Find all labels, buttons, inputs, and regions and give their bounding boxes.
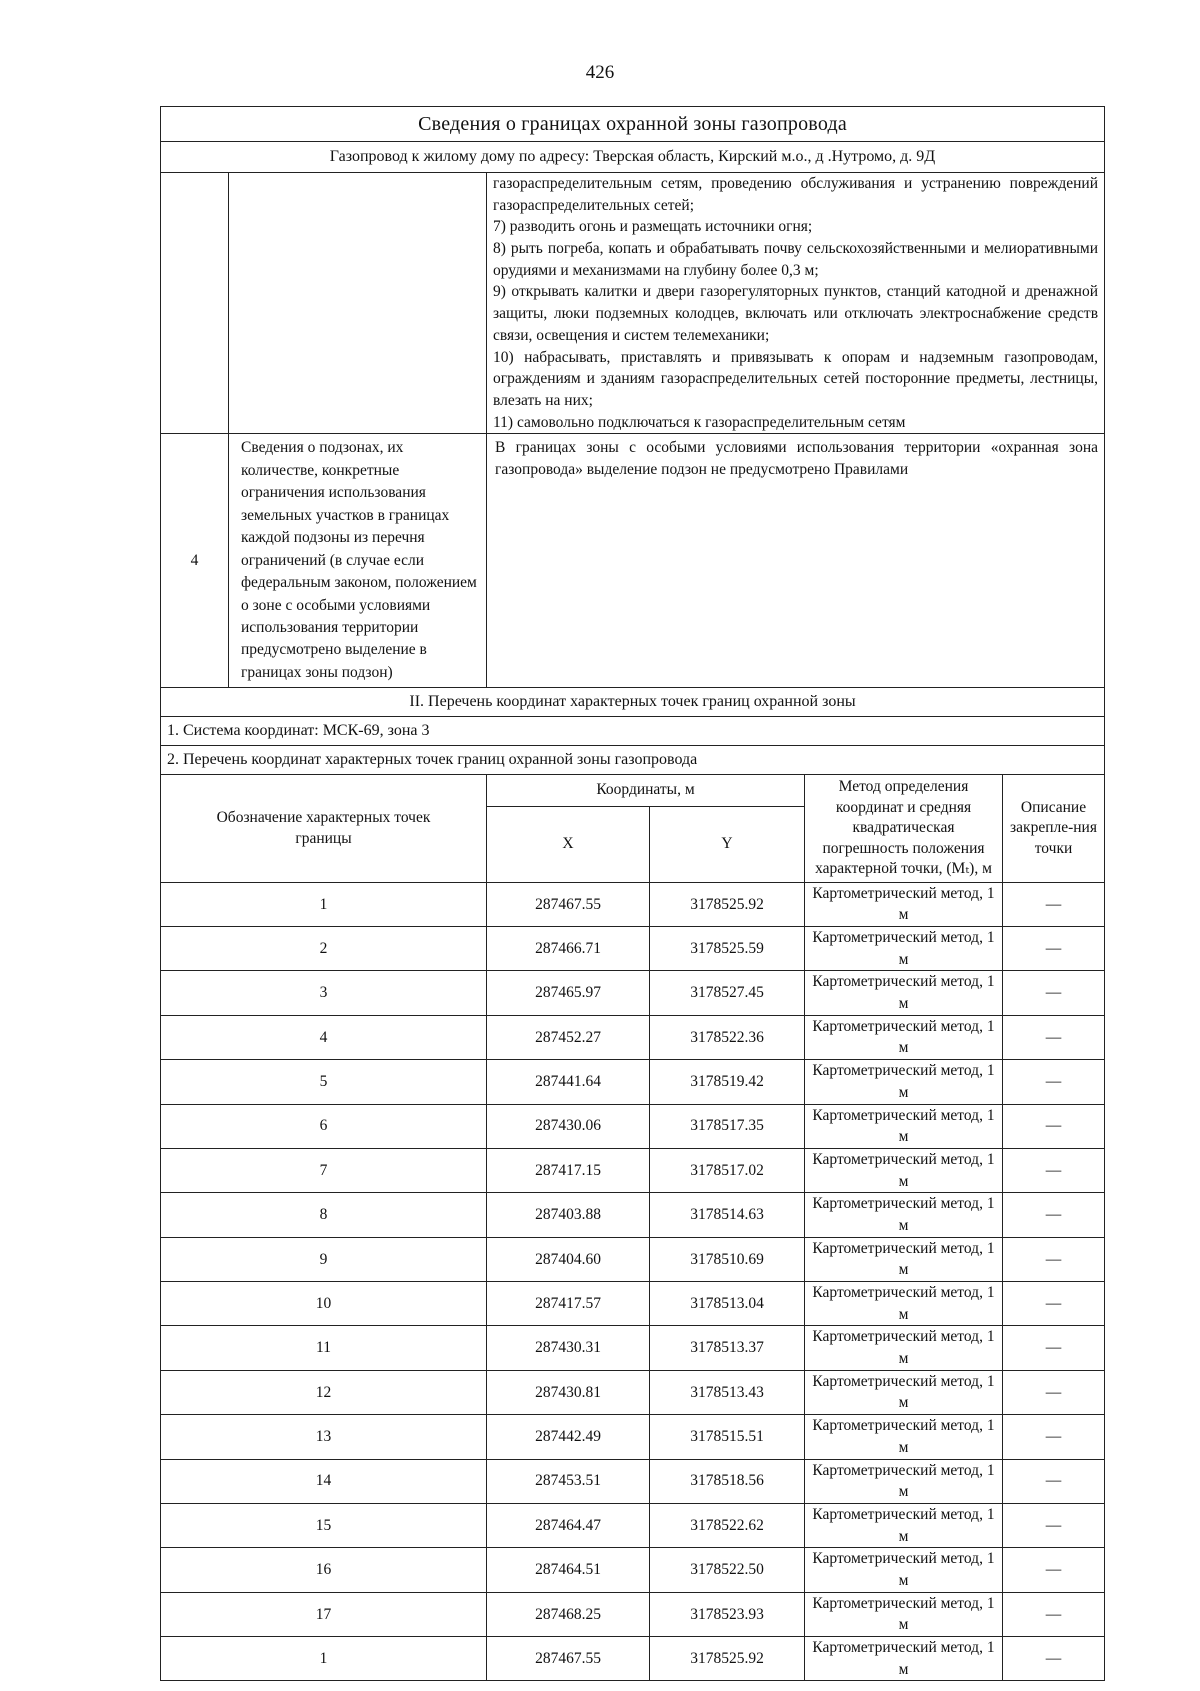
table-row bbox=[161, 882, 1105, 926]
table-row bbox=[161, 1015, 1105, 1059]
x-coordinate: 287430.31 bbox=[487, 1326, 650, 1370]
y-coordinate: 3178513.37 bbox=[650, 1326, 805, 1370]
point-label: 13 bbox=[161, 1415, 487, 1459]
table-row bbox=[161, 1282, 1105, 1326]
point-label: 8 bbox=[161, 1193, 487, 1237]
method-cell: Картометрический метод, 1 м bbox=[805, 1148, 1003, 1192]
y-coordinate: 3178518.56 bbox=[650, 1459, 805, 1503]
method-cell: Картометрический метод, 1 м bbox=[805, 1503, 1003, 1547]
method-cell: Картометрический метод, 1 м bbox=[805, 1282, 1003, 1326]
table-row bbox=[161, 971, 1105, 1015]
description-cell: — bbox=[1003, 1370, 1105, 1414]
point-label: 12 bbox=[161, 1370, 487, 1414]
table-row bbox=[161, 1060, 1105, 1104]
row3-name-cell bbox=[229, 173, 487, 434]
document-title: Сведения о границах охранной зоны газопровода bbox=[161, 107, 1105, 142]
method-cell: Картометрический метод, 1 м bbox=[805, 927, 1003, 971]
description-cell: — bbox=[1003, 1548, 1105, 1592]
page-number: 426 bbox=[585, 62, 615, 83]
x-coordinate: 287417.15 bbox=[487, 1148, 650, 1192]
method-cell: Картометрический метод, 1 м bbox=[805, 1237, 1003, 1281]
method-cell: Картометрический метод, 1 м bbox=[805, 882, 1003, 926]
table-row bbox=[161, 1148, 1105, 1192]
x-coordinate: 287468.25 bbox=[487, 1592, 650, 1636]
method-cell: Картометрический метод, 1 м bbox=[805, 1459, 1003, 1503]
x-coordinate: 287464.51 bbox=[487, 1548, 650, 1592]
x-coordinate: 287403.88 bbox=[487, 1193, 650, 1237]
row4-value: В границах зоны с особыми условиями использования территории «охранная зона газопровода» выделение подзон не предусмотрено Правилами bbox=[487, 434, 1105, 688]
method-cell: Картометрический метод, 1 м bbox=[805, 1370, 1003, 1414]
point-label: 5 bbox=[161, 1060, 487, 1104]
restriction-item: газораспределительным сетям, проведению обслуживания и устранению повреждений газораспределительных сетей; bbox=[493, 175, 1099, 214]
description-cell: — bbox=[1003, 1237, 1105, 1281]
header-method: Метод определения координат и средняя квадратическая погрешность положения характерной точки, (Mₜ), м bbox=[805, 775, 1003, 882]
method-cell: Картометрический метод, 1 м bbox=[805, 1193, 1003, 1237]
description-cell: — bbox=[1003, 1637, 1105, 1681]
point-label: 16 bbox=[161, 1548, 487, 1592]
x-coordinate: 287453.51 bbox=[487, 1459, 650, 1503]
coordinate-system: 1. Система координат: МСК-69, зона 3 bbox=[161, 717, 1105, 746]
x-coordinate: 287452.27 bbox=[487, 1015, 650, 1059]
row3-number-cell bbox=[161, 173, 229, 434]
x-coordinate: 287430.81 bbox=[487, 1370, 650, 1414]
x-coordinate: 287464.47 bbox=[487, 1503, 650, 1547]
y-coordinate: 3178517.35 bbox=[650, 1104, 805, 1148]
description-cell: — bbox=[1003, 1015, 1105, 1059]
restriction-item: 9) открывать калитки и двери газорегуляторных пунктов, станций катодной и дренажной защиты, люки подземных колодцев, включать или отключать электроснабжение средств связи, освещения и систем телемеханики; bbox=[493, 283, 1099, 344]
x-coordinate: 287430.06 bbox=[487, 1104, 650, 1148]
x-coordinate: 287442.49 bbox=[487, 1415, 650, 1459]
y-coordinate: 3178510.69 bbox=[650, 1237, 805, 1281]
method-cell: Картометрический метод, 1 м bbox=[805, 1060, 1003, 1104]
table-row bbox=[161, 1326, 1105, 1370]
table-row bbox=[161, 1548, 1105, 1592]
y-coordinate: 3178522.62 bbox=[650, 1503, 805, 1547]
point-label: 15 bbox=[161, 1503, 487, 1547]
header-coordinates: Координаты, м bbox=[487, 775, 805, 806]
y-coordinate: 3178525.59 bbox=[650, 927, 805, 971]
y-coordinate: 3178522.36 bbox=[650, 1015, 805, 1059]
header-y: Y bbox=[650, 806, 805, 882]
method-cell: Картометрический метод, 1 м bbox=[805, 971, 1003, 1015]
y-coordinate: 3178525.92 bbox=[650, 882, 805, 926]
x-coordinate: 287404.60 bbox=[487, 1237, 650, 1281]
method-cell: Картометрический метод, 1 м bbox=[805, 1015, 1003, 1059]
table-row bbox=[161, 1104, 1105, 1148]
table-row bbox=[161, 1503, 1105, 1547]
point-label: 11 bbox=[161, 1326, 487, 1370]
point-label: 10 bbox=[161, 1282, 487, 1326]
description-cell: — bbox=[1003, 882, 1105, 926]
pipeline-address: Газопровод к жилому дому по адресу: Тверская область, Кирский м.о., д .Нутромо, д. 9Д bbox=[161, 142, 1105, 173]
y-coordinate: 3178514.63 bbox=[650, 1193, 805, 1237]
x-coordinate: 287467.55 bbox=[487, 1637, 650, 1681]
point-label: 17 bbox=[161, 1592, 487, 1636]
method-cell: Картометрический метод, 1 м bbox=[805, 1637, 1003, 1681]
restriction-item: 7) разводить огонь и размещать источники огня; bbox=[493, 218, 813, 236]
header-x: X bbox=[487, 806, 650, 882]
x-coordinate: 287441.64 bbox=[487, 1060, 650, 1104]
restriction-item: 10) набрасывать, приставлять и привязывать к опорам и надземным газопроводам, ограждениям и зданиям газораспределительных сетей посторонние предметы, лестницы, влезать на них; bbox=[493, 348, 1099, 409]
description-cell: — bbox=[1003, 971, 1105, 1015]
point-label: 7 bbox=[161, 1148, 487, 1192]
y-coordinate: 3178515.51 bbox=[650, 1415, 805, 1459]
description-cell: — bbox=[1003, 1592, 1105, 1636]
restriction-item: 11) самовольно подключаться к газораспределительным сетям bbox=[493, 413, 906, 431]
y-coordinate: 3178525.92 bbox=[650, 1637, 805, 1681]
description-cell: — bbox=[1003, 1459, 1105, 1503]
description-cell: — bbox=[1003, 1326, 1105, 1370]
y-coordinate: 3178522.50 bbox=[650, 1548, 805, 1592]
row4-name: Сведения о подзонах, их количестве, конкретные ограничения использования земельных участков в границах каждой подзоны из перечня ограничений (в случае если федеральным законом, положением о зоне с особыми условиями использования территории предусмотрено выделение в границах зоны подзон) bbox=[229, 434, 487, 688]
point-label: 4 bbox=[161, 1015, 487, 1059]
description-cell: — bbox=[1003, 1060, 1105, 1104]
table-row bbox=[161, 1193, 1105, 1237]
x-coordinate: 287466.71 bbox=[487, 927, 650, 971]
description-cell: — bbox=[1003, 1503, 1105, 1547]
table-row bbox=[161, 1415, 1105, 1459]
y-coordinate: 3178519.42 bbox=[650, 1060, 805, 1104]
coordinate-rows bbox=[161, 882, 1105, 1681]
y-coordinate: 3178517.02 bbox=[650, 1148, 805, 1192]
method-cell: Картометрический метод, 1 м bbox=[805, 1326, 1003, 1370]
method-cell: Картометрический метод, 1 м bbox=[805, 1548, 1003, 1592]
method-cell: Картометрический метод, 1 м bbox=[805, 1104, 1003, 1148]
description-cell: — bbox=[1003, 1148, 1105, 1192]
restriction-item: 8) рыть погреба, копать и обрабатывать почву сельскохозяйственными и мелиоративными орудиями и механизмами на глубину более 0,3 м; bbox=[493, 240, 1099, 279]
y-coordinate: 3178523.93 bbox=[650, 1592, 805, 1636]
method-cell: Картометрический метод, 1 м bbox=[805, 1592, 1003, 1636]
table-row bbox=[161, 1237, 1105, 1281]
coordinate-list-title: 2. Перечень координат характерных точек границ охранной зоны газопровода bbox=[161, 746, 1105, 775]
table-row bbox=[161, 927, 1105, 971]
description-cell: — bbox=[1003, 1415, 1105, 1459]
table-row bbox=[161, 1637, 1105, 1681]
description-cell: — bbox=[1003, 1282, 1105, 1326]
description-cell: — bbox=[1003, 927, 1105, 971]
y-coordinate: 3178513.04 bbox=[650, 1282, 805, 1326]
x-coordinate: 287417.57 bbox=[487, 1282, 650, 1326]
gas-pipeline-zone-table bbox=[160, 106, 1105, 1681]
point-label: 1 bbox=[161, 1637, 487, 1681]
x-coordinate: 287465.97 bbox=[487, 971, 650, 1015]
section-coordinates-title: II. Перечень координат характерных точек границ охранной зоны bbox=[161, 688, 1105, 717]
y-coordinate: 3178513.43 bbox=[650, 1370, 805, 1414]
description-cell: — bbox=[1003, 1104, 1105, 1148]
row4-number: 4 bbox=[161, 434, 229, 688]
method-cell: Картометрический метод, 1 м bbox=[805, 1415, 1003, 1459]
description-cell: — bbox=[1003, 1193, 1105, 1237]
point-label: 14 bbox=[161, 1459, 487, 1503]
restrictions-list bbox=[487, 173, 1105, 434]
point-label: 1 bbox=[161, 882, 487, 926]
table-row bbox=[161, 1592, 1105, 1636]
table-row bbox=[161, 1459, 1105, 1503]
y-coordinate: 3178527.45 bbox=[650, 971, 805, 1015]
x-coordinate: 287467.55 bbox=[487, 882, 650, 926]
point-label: 3 bbox=[161, 971, 487, 1015]
header-description: Описание закрепле-ния точки bbox=[1003, 775, 1105, 882]
point-label: 2 bbox=[161, 927, 487, 971]
point-label: 9 bbox=[161, 1237, 487, 1281]
table-row bbox=[161, 1370, 1105, 1414]
point-label: 6 bbox=[161, 1104, 487, 1148]
header-point: Обозначение характерных точек границы bbox=[161, 775, 487, 882]
